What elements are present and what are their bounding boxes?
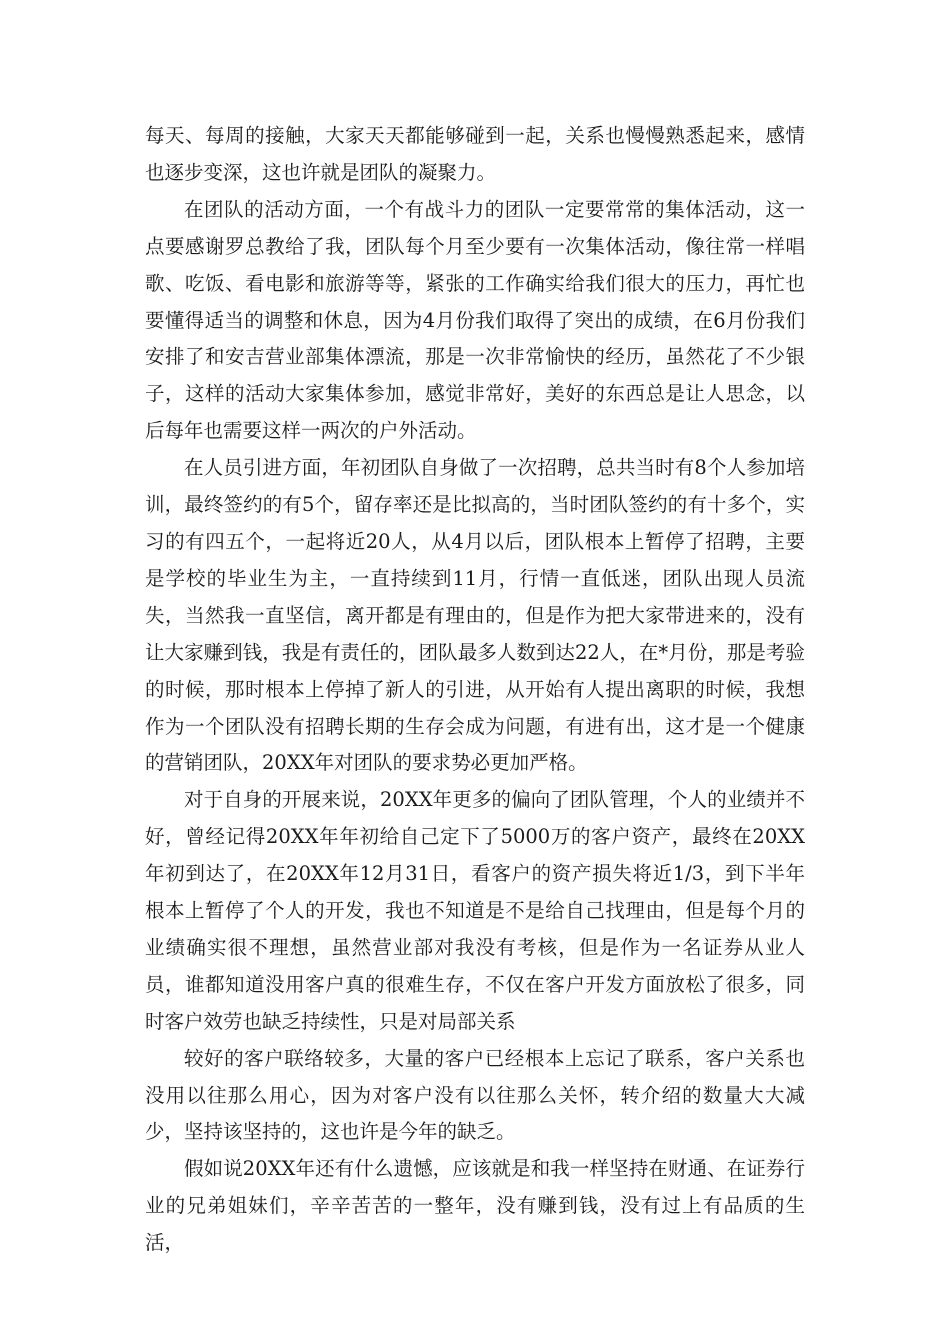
paragraph-regrets: 假如说20XX年还有什么遗憾，应该就是和我一样坚持在财通、在证券行业的兄弟姐妹们，辛辛苦苦的一整年，没有赚到钱，没有过上有品质的生活， [145,1157,805,1255]
paragraph-team-cohesion: 每天、每周的接触，大家天天都能够碰到一起，关系也慢慢熟悉起来，感情也逐步变深，这也许就是团队的凝聚力。 [145,124,805,184]
paragraph-team-activities: 在团队的活动方面，一个有战斗力的团队一定要常常的集体活动，这一点要感谢罗总教给了我，团队每个月至少要有一次集体活动，像往常一样唱歌、吃饭、看电影和旅游等等，紧张的工作确实给我们很大的压力，再忙也要懂得适当的调整和休息，因为4月份我们取得了突出的成绩，在6月份我们安排了和安吉营业部集体漂流，那是一次非常愉快的经历，虽然花了不少银子，这样的活动大家集体参加，感觉非常好，美好的东西总是让人思念，以后每年也需要这样一两次的户外活动。 [145,197,805,443]
document-body [145,118,805,1262]
paragraph-recruitment: 在人员引进方面，年初团队自身做了一次招聘，总共当时有8个人参加培训，最终签约的有5个，留存率还是比拟高的，当时团队签约的有十多个，实习的有四五个，一起将近20人，从4月以后，团队根本上暂停了招聘，主要是学校的毕业生为主，一直持续到11月，行情一直低迷，团队出现人员流失，当然我一直坚信，离开都是有理由的，但是作为把大家带进来的，没有让大家赚到钱，我是有责任的，团队最多人数到达22人，在*月份，那是考验的时候，那时根本上停掉了新人的引进，从开始有人提出离职的时候，我想作为一个团队没有招聘长期的生存会成为问题，有进有出，这才是一个健康的营销团队，20XX年对团队的要求势必更加严格。 [145,456,805,775]
paragraph-client-relations: 较好的客户联络较多，大量的客户已经根本上忘记了联系，客户关系也没用以往那么用心，因为对客户没有以往那么关怀，转介绍的数量大大减少，坚持该坚持的，这也许是今年的缺乏。 [145,1046,805,1144]
paragraph-personal-development: 对于自身的开展来说，20XX年更多的偏向了团队管理，个人的业绩并不好，曾经记得20XX年年初给自己定下了5000万的客户资产，最终在20XX年初到达了，在20XX年12月31日，看客户的资产损失将近1/3，到下半年根本上暂停了个人的开发，我也不知道是不是给自己找理由，但是每个月的业绩确实很不理想，虽然营业部对我没有考核，但是作为一名证券从业人员，谁都知道没用客户真的很难生存，不仅在客户开发方面放松了很多，同时客户效劳也缺乏持续性，只是对局部关系 [145,788,805,1033]
